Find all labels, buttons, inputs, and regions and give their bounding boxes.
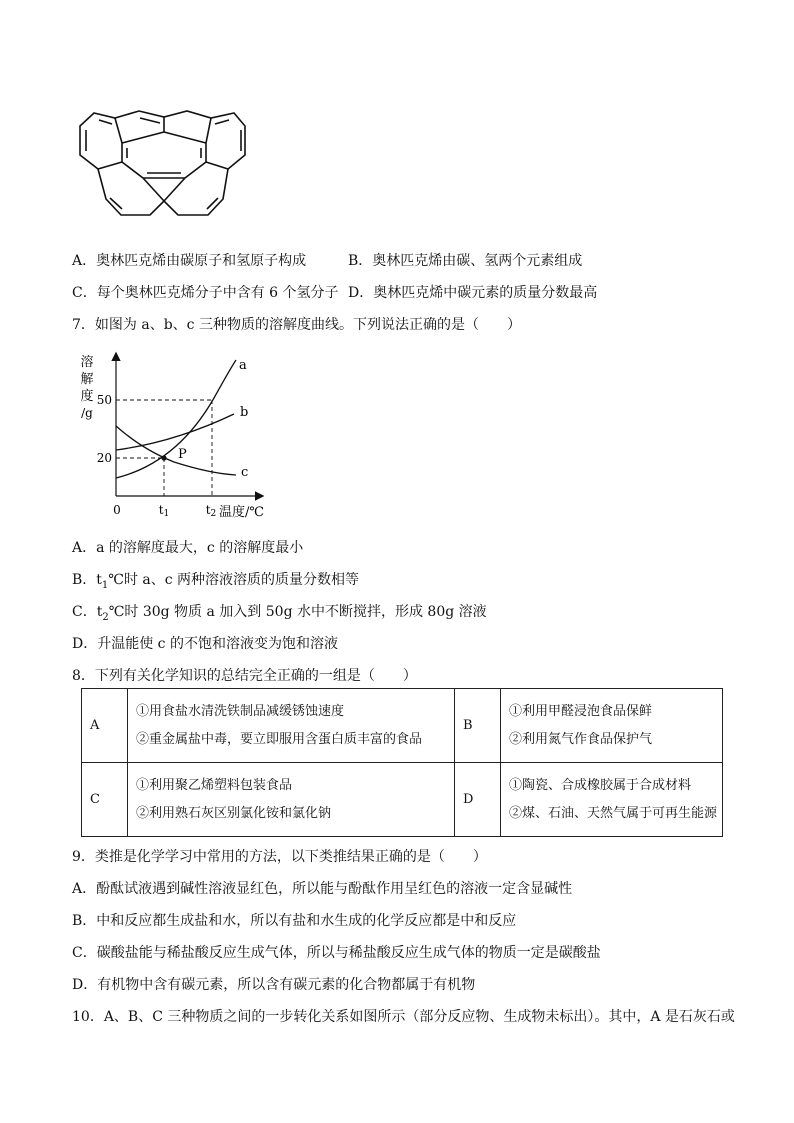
x-axis-label: 温度/℃ bbox=[219, 505, 264, 520]
point-p-marker bbox=[161, 455, 166, 460]
cell-label-b: B bbox=[455, 689, 501, 763]
q6-option-c: C．每个奥林匹克烯分子中含有 6 个氢分子 bbox=[72, 285, 339, 301]
q7-option-a: A．a 的溶解度最大，c 的溶解度最小 bbox=[72, 540, 304, 556]
x-tick-t1: t1 bbox=[158, 503, 170, 519]
y-axis-label-char: 解 bbox=[80, 372, 94, 387]
table-row bbox=[82, 689, 723, 763]
olympicene-structure-diagram bbox=[70, 100, 260, 235]
series-b-label: b bbox=[240, 405, 249, 420]
q6-option-b: B．奥林匹克烯由碳、氢两个元素组成 bbox=[348, 253, 583, 269]
cell-content-b: ①利用甲醛浸泡食品保鲜 ②利用氮气作食品保护气 bbox=[501, 689, 723, 763]
solubility-curve-chart bbox=[74, 348, 274, 524]
cell-label-c: C bbox=[82, 763, 128, 837]
q7-option-b: B．$t_1℃$时 a、c 两种溶液溶质的质量分数相等 bbox=[72, 572, 360, 591]
q9-option-c: C．碳酸盐能与稀盐酸反应生成气体，所以与稀盐酸反应生成气体的物质一定是碳酸盐 bbox=[72, 945, 601, 961]
q9-option-d: D．有机物中含有碳元素，所以含有碳元素的化合物都属于有机物 bbox=[72, 977, 476, 993]
q6-option-d: D．奥林匹克烯中碳元素的质量分数最高 bbox=[348, 285, 598, 301]
series-a-curve bbox=[116, 360, 236, 478]
q6-option-a: A．奥林匹克烯由碳原子和氢原子构成 bbox=[72, 253, 307, 269]
y-tick-20: 20 bbox=[96, 451, 112, 465]
cell-content-c: ①利用聚乙烯塑料包装食品 ②利用熟石灰区别氯化铵和氯化钠 bbox=[128, 763, 455, 837]
series-b-curve bbox=[116, 414, 234, 450]
q7-stem: 7．如图为 a、b、c 三种物质的溶解度曲线。下列说法正确的是（ ） bbox=[72, 317, 521, 333]
q9-stem: 9．类推是化学学习中常用的方法，以下类推结果正确的是（ ） bbox=[72, 849, 487, 865]
y-axis-label-char: 溶 bbox=[80, 355, 94, 370]
q10-stem: 10．A、B、C 三种物质之间的一步转化关系如图所示（部分反应物、生成物未标出）。其中，A 是石灰石或 bbox=[72, 1009, 735, 1025]
x-tick-t2: t2 bbox=[205, 503, 217, 519]
series-a-label: a bbox=[239, 358, 247, 373]
q8-stem: 8．下列有关化学知识的总结完全正确的一组是（ ） bbox=[72, 668, 417, 684]
q7-option-d: D．升温能使 c 的不饱和溶液变为饱和溶液 bbox=[72, 636, 338, 652]
q9-option-a: A．酚酞试液遇到碱性溶液显红色，所以能与酚酞作用呈红色的溶液一定含显碱性 bbox=[72, 881, 573, 897]
q8-options-table bbox=[81, 688, 723, 837]
table-row bbox=[82, 763, 723, 837]
series-c-label: c bbox=[241, 465, 249, 480]
cell-content-a: ①用食盐水清洗铁制品减缓锈蚀速度 ②重金属盐中毒，要立即服用含蛋白质丰富的食品 bbox=[128, 689, 455, 763]
q9-option-b: B．中和反应都生成盐和水，所以有盐和水生成的化学反应都是中和反应 bbox=[72, 913, 517, 929]
point-p-label: P bbox=[178, 447, 187, 462]
y-axis-label-char: 度 bbox=[80, 389, 94, 404]
q7-option-c: C．$t_2℃$时 30g 物质 a 加入到 50g 水中不断搅拌，形成 80g 溶液 bbox=[72, 604, 487, 623]
origin-label: 0 bbox=[113, 503, 121, 517]
cell-content-d: ①陶瓷、合成橡胶属于合成材料 ②煤、石油、天然气属于可再生能源 bbox=[501, 763, 723, 837]
cell-label-d: D bbox=[455, 763, 501, 837]
cell-label-a: A bbox=[82, 689, 128, 763]
y-tick-50: 50 bbox=[96, 393, 112, 407]
y-axis-label-char: /g bbox=[81, 406, 93, 420]
series-c-curve bbox=[116, 426, 236, 475]
